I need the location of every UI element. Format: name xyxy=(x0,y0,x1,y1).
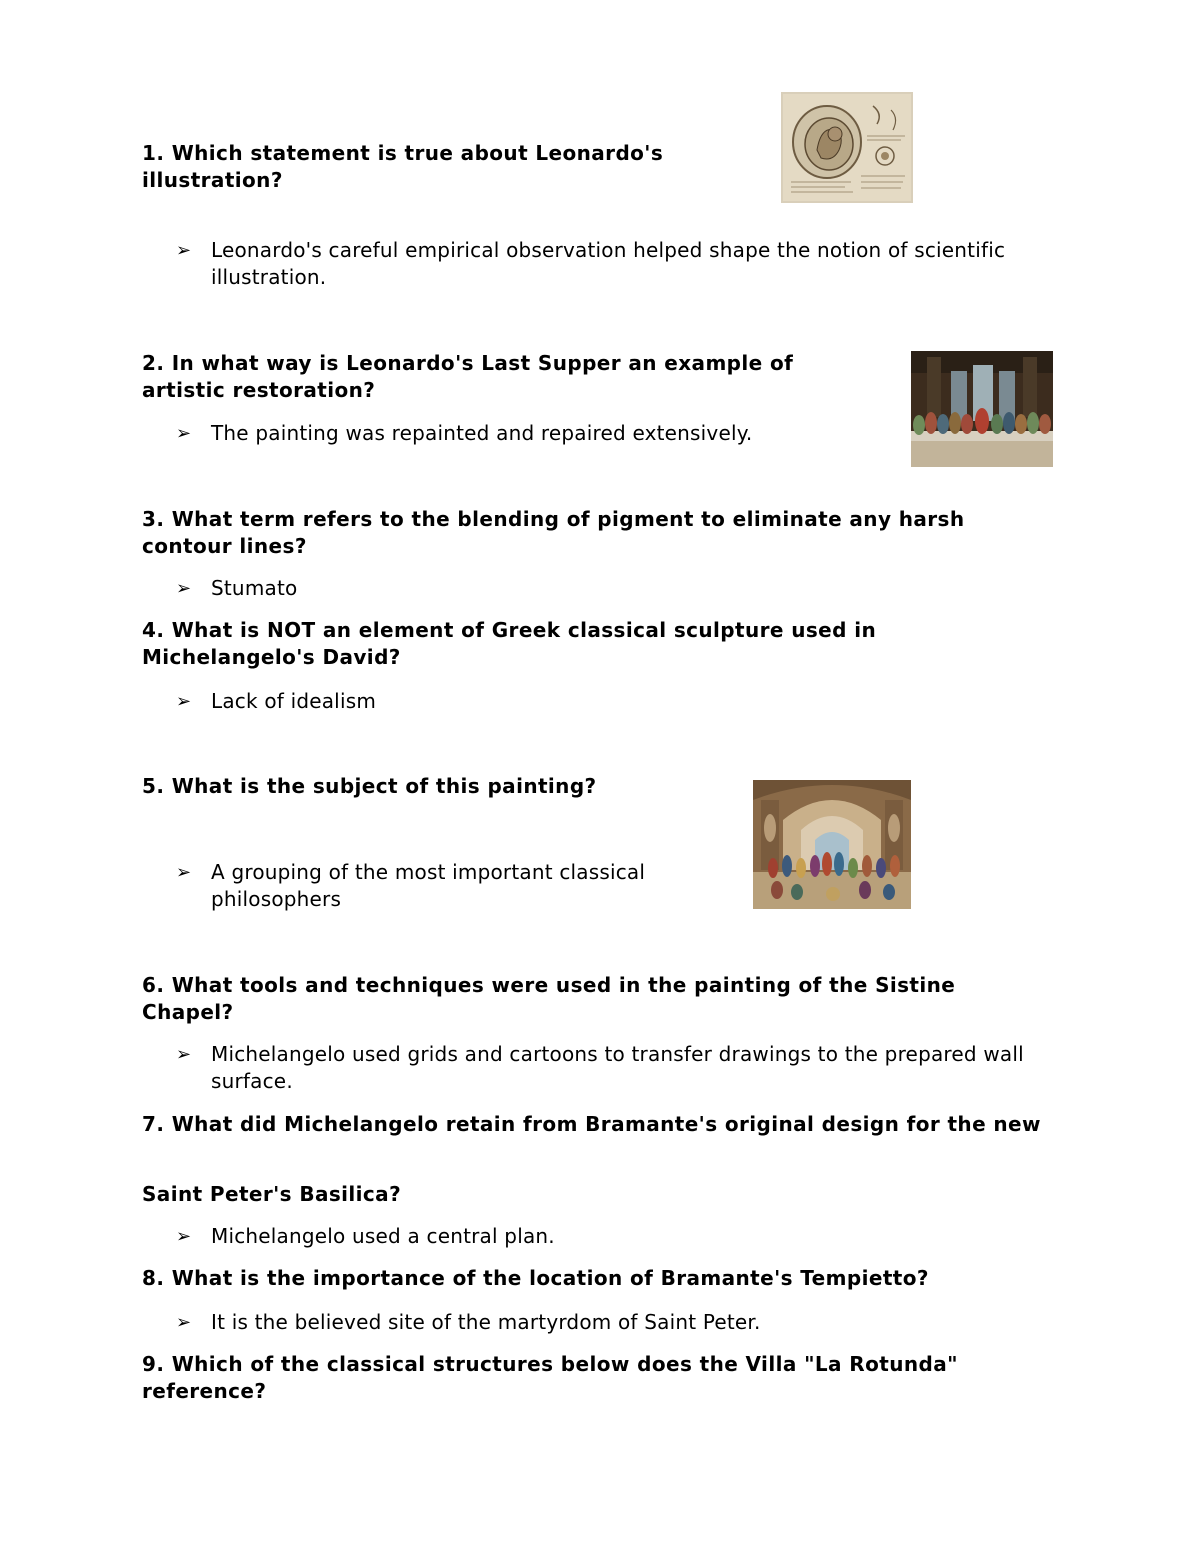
question-number: 9. xyxy=(142,1352,165,1376)
answer-text: Leonardo's careful empirical observation helped shape the notion of scientific illustration. xyxy=(211,238,1006,289)
answer-5 xyxy=(176,859,716,913)
question-6 xyxy=(142,972,1042,1026)
question-2 xyxy=(142,350,842,404)
arrow-bullet-icon: ➢ xyxy=(176,1312,192,1333)
question-number: 4. xyxy=(142,618,165,642)
question-8 xyxy=(142,1265,1042,1292)
answer-7 xyxy=(176,1223,876,1250)
question-text: What is the importance of the location of Bramante's Tempietto? xyxy=(171,1266,929,1290)
answer-text: The painting was repainted and repaired extensively. xyxy=(211,421,753,445)
arrow-bullet-icon: ➢ xyxy=(176,862,192,883)
arrow-bullet-icon: ➢ xyxy=(176,423,192,444)
question-number: 6. xyxy=(142,973,165,997)
answer-text: Michelangelo used a central plan. xyxy=(211,1224,555,1248)
arrow-bullet-icon: ➢ xyxy=(176,1226,192,1247)
question-number: 8. xyxy=(142,1266,165,1290)
school-of-athens-painting xyxy=(753,780,911,909)
question-3 xyxy=(142,506,1042,560)
answer-text: Lack of idealism xyxy=(211,689,376,713)
answer-1 xyxy=(176,237,1056,291)
question-5 xyxy=(142,773,742,800)
question-number: 5. xyxy=(142,774,165,798)
question-text: Saint Peter's Basilica? xyxy=(142,1182,402,1206)
arrow-bullet-icon: ➢ xyxy=(176,240,192,261)
question-7-continued xyxy=(142,1181,1042,1208)
question-text: What tools and techniques were used in the painting of the Sistine Chapel? xyxy=(142,973,956,1024)
question-1 xyxy=(142,140,702,194)
arrow-bullet-icon: ➢ xyxy=(176,691,192,712)
question-text: What term refers to the blending of pigment to eliminate any harsh contour lines? xyxy=(142,507,965,558)
answer-text: It is the believed site of the martyrdom of Saint Peter. xyxy=(211,1310,761,1334)
answer-text: Michelangelo used grids and cartoons to transfer drawings to the prepared wall surface. xyxy=(211,1042,1024,1093)
question-number: 1. xyxy=(142,141,165,165)
question-text: What is the subject of this painting? xyxy=(171,774,597,798)
arrow-bullet-icon: ➢ xyxy=(176,1044,192,1065)
answer-2 xyxy=(176,420,876,447)
question-text: In what way is Leonardo's Last Supper an example of artistic restoration? xyxy=(142,351,794,402)
question-number: 7. xyxy=(142,1112,165,1136)
answer-6 xyxy=(176,1041,1056,1095)
question-7 xyxy=(142,1110,1052,1138)
question-number: 2. xyxy=(142,351,165,375)
question-text: Which of the classical structures below does the Villa "La Rotunda" reference? xyxy=(142,1352,958,1403)
question-text: Which statement is true about Leonardo's illustration? xyxy=(142,141,664,192)
answer-3 xyxy=(176,575,876,602)
leonardo-embryo-sketch xyxy=(781,92,913,203)
question-text: What is NOT an element of Greek classical sculpture used in Michelangelo's David? xyxy=(142,618,877,669)
question-text: What did Michelangelo retain from Bramante's original design for the new xyxy=(171,1112,1041,1136)
last-supper-painting xyxy=(911,351,1053,467)
arrow-bullet-icon: ➢ xyxy=(176,578,192,599)
question-4 xyxy=(142,617,962,671)
answer-4 xyxy=(176,688,876,715)
question-number: 3. xyxy=(142,507,165,531)
question-9 xyxy=(142,1351,1042,1405)
answer-text: A grouping of the most important classical philosophers xyxy=(211,860,646,911)
answer-8 xyxy=(176,1309,976,1336)
answer-text: Stumato xyxy=(211,576,298,600)
